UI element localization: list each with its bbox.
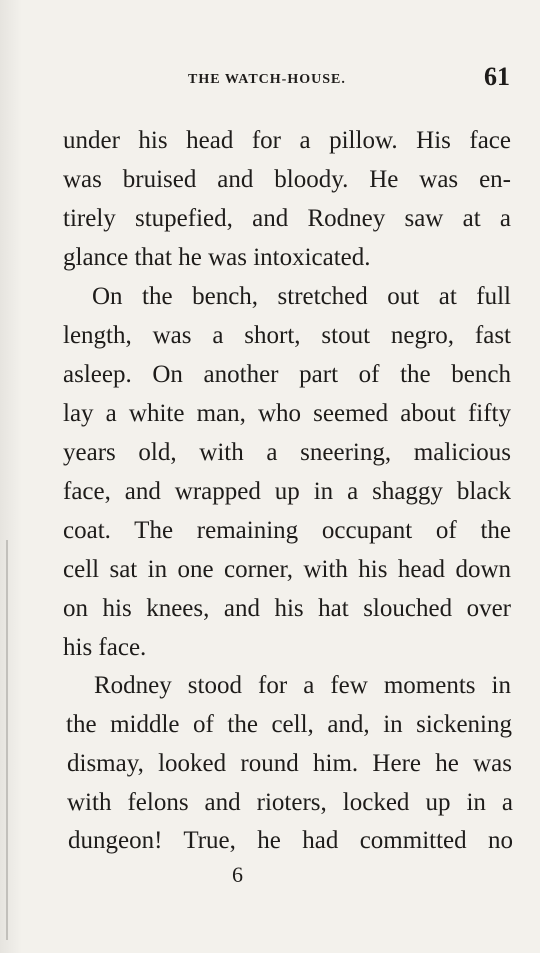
page-edge-rule [6,540,8,940]
text-line: lay a white man, who seemed about fifty [63,400,511,427]
text-line: cell sat in one corner, with his head down [63,556,511,583]
text-line: the middle of the cell, and, in sickening [66,711,512,738]
running-head: THE WATCH-HOUSE. [188,72,346,87]
text-line: asleep. On another part of the bench [63,361,511,388]
text-line: with felons and rioters, locked up in a [67,789,513,816]
signature-mark: 6 [232,862,243,887]
text-line: dismay, looked round him. Here he was [67,750,512,777]
text-line: on his knees, and his hat slouched over [63,595,511,622]
page-number: 61 [484,62,510,91]
text-line: his face. [63,634,147,661]
text-line: face, and wrapped up in a shaggy black [63,478,511,505]
text-line: years old, with a sneering, malicious [63,439,511,466]
text-line: dungeon! True, he had committed no [68,827,513,854]
text-line: tirely stupefied, and Rodney saw at a [63,205,511,232]
text-line: was bruised and bloody. He was en- [63,166,511,193]
text-line: coat. The remaining occupant of the [63,517,511,544]
text-line: On the bench, stretched out at full [92,283,511,310]
page-header [60,62,510,92]
text-line: under his head for a pillow. His face [63,127,511,154]
page-edge-shadow [0,0,22,953]
text-line: length, was a short, stout negro, fast [63,322,511,349]
text-line: glance that he was intoxicated. [63,244,371,271]
text-line: Rodney stood for a few moments in [94,672,511,699]
